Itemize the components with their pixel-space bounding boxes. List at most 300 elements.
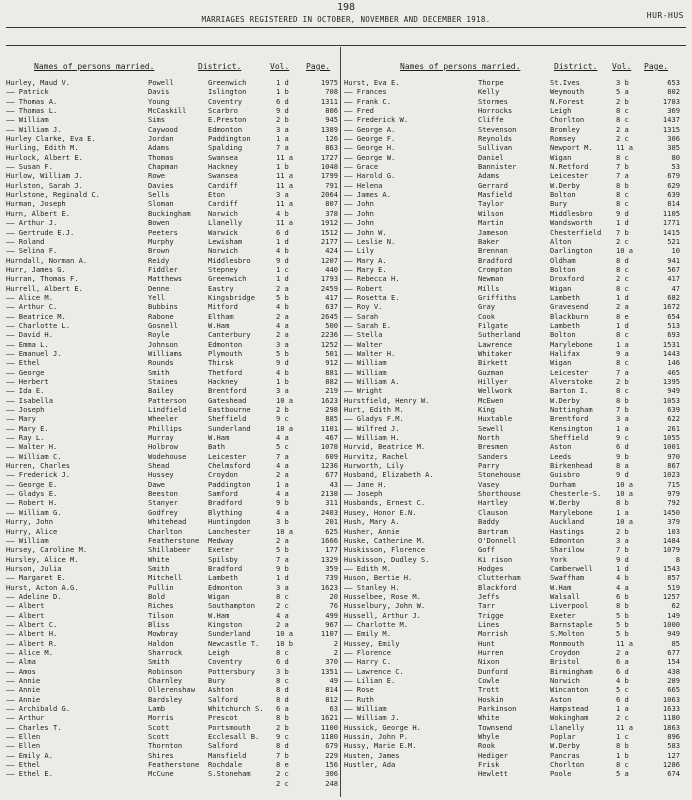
entry-name: —— Frances: [344, 87, 387, 97]
entry-page: 359: [325, 563, 338, 573]
entry-page: 1623: [320, 395, 338, 405]
entry-volume: 11 a: [616, 722, 634, 732]
entry-volume: 4 b: [276, 246, 289, 256]
entry-name: Hurlow, William J.: [6, 171, 83, 181]
entry-district: Middlesbro: [550, 208, 593, 218]
entry-name: —— Robert: [344, 283, 383, 293]
register-entry: [344, 723, 680, 732]
register-entry: [344, 414, 680, 423]
entry-volume: 11 a: [276, 171, 294, 181]
entry-volume: 7 b: [616, 405, 629, 415]
entry-volume: 1 a: [616, 339, 629, 349]
entry-name: —— George H.: [344, 143, 396, 153]
entry-page: 857: [667, 573, 680, 583]
entry-district: Liverpool: [550, 601, 589, 611]
entry-page: 154: [667, 657, 680, 667]
entry-page: 519: [667, 582, 680, 592]
entry-spouse: Wilson: [478, 208, 504, 218]
register-entry: [344, 284, 680, 293]
entry-volume: 5 b: [276, 348, 289, 358]
entry-spouse: Thorpe: [478, 78, 504, 87]
entry-name: Hurrell, Albert E.: [6, 283, 83, 293]
entry-volume: 9 d: [276, 255, 289, 265]
entry-spouse: Riches: [148, 601, 174, 611]
entry-name: Hussey, Emily: [344, 638, 400, 648]
entry-district: Leicester: [208, 451, 247, 461]
entry-district: Swansea: [208, 152, 238, 162]
register-entry: [6, 330, 342, 339]
entry-page: 417: [667, 274, 680, 284]
entry-spouse: Scott: [148, 732, 170, 742]
entry-district: Norwich: [208, 246, 238, 256]
entry-district: Bromley: [550, 124, 580, 134]
entry-district: Pancras: [550, 750, 580, 760]
entry-volume: 5 b: [616, 610, 629, 620]
register-entry: [344, 695, 680, 704]
entry-page: 802: [667, 87, 680, 97]
entry-district: Brentford: [208, 386, 247, 396]
entry-spouse: Sanders: [478, 451, 508, 461]
entry-volume: 5 b: [276, 292, 289, 302]
register-entry: [6, 461, 342, 470]
entry-district: Greenwich: [208, 78, 247, 87]
register-entry: [6, 199, 342, 208]
entry-spouse: Bannister: [478, 162, 517, 172]
entry-district: Exeter: [550, 610, 576, 620]
entry-name: Husselbury, John W.: [344, 601, 426, 611]
entry-name: —— William: [6, 115, 49, 125]
entry-volume: 8 c: [616, 760, 629, 770]
register-entry: [6, 704, 342, 713]
entry-name: Hurlston, Sarah J.: [6, 180, 83, 190]
entry-district: W.Derby: [550, 498, 580, 508]
register-entry: [6, 601, 342, 610]
entry-volume: 1 a: [616, 423, 629, 433]
entry-district: Chorlton: [550, 115, 585, 125]
register-entry: [344, 583, 680, 592]
entry-volume: 7 b: [616, 162, 629, 172]
entry-spouse: Featherstone: [148, 760, 200, 770]
entry-spouse: Baddy: [478, 517, 500, 527]
entry-volume: 8 b: [616, 498, 629, 508]
entry-volume: 4 b: [276, 367, 289, 377]
entry-name: —— Emanuel J.: [6, 348, 62, 358]
entry-page: 677: [325, 470, 338, 480]
entry-page: 1180: [662, 713, 680, 723]
entry-page: 261: [667, 423, 680, 433]
entry-volume: 2 b: [276, 405, 289, 415]
register-entry: [344, 293, 680, 302]
entry-volume: 5 a: [616, 87, 629, 97]
entry-page: 665: [667, 685, 680, 695]
entry-volume: 3 a: [616, 535, 629, 545]
entry-name: Hurvitz, Rachel: [344, 451, 409, 461]
entry-name: Hursley, Alice M.: [6, 554, 79, 564]
entry-spouse: Wheeler: [148, 414, 178, 424]
entry-district: Thirsk: [208, 358, 234, 368]
entry-name: —— Gladys E.: [6, 489, 58, 499]
entry-volume: 2 a: [276, 619, 289, 629]
entry-volume: 5 b: [616, 629, 629, 639]
register-entry: [6, 555, 342, 564]
entry-spouse: Bailey: [148, 386, 174, 396]
register-entry: [344, 452, 680, 461]
entry-page: 639: [667, 405, 680, 415]
entry-spouse: Morrish: [478, 629, 508, 639]
entry-name: —— James A.: [344, 190, 391, 200]
register-entry: [344, 732, 680, 741]
entry-volume: 10 a: [616, 479, 634, 489]
entry-name: —— Sarah: [344, 311, 379, 321]
register-entry: [344, 209, 680, 218]
entry-volume: 11 a: [616, 638, 634, 648]
entry-name: Hussy, Marie E.M.: [344, 741, 417, 751]
entry-spouse: Murphy: [148, 236, 174, 246]
entry-district: Blything: [208, 507, 243, 517]
entry-page: 521: [667, 236, 680, 246]
entry-district: Durham: [550, 479, 576, 489]
entry-spouse: Featherstone: [148, 535, 200, 545]
entry-page: 219: [325, 386, 338, 396]
entry-spouse: Brennan: [478, 246, 508, 256]
entry-district: Bolton: [550, 190, 576, 200]
entry-page: 20: [329, 591, 338, 601]
entry-name: —— Alice M.: [6, 647, 53, 657]
entry-district: W.Ham: [208, 433, 230, 443]
entry-district: Llanelly: [208, 218, 243, 228]
entry-spouse: Charlton: [148, 526, 183, 536]
register-entry: [344, 377, 680, 386]
entry-name: —— Albert: [6, 601, 45, 611]
entry-name: —— Arthur: [6, 713, 45, 723]
entry-volume: 8 d: [276, 741, 289, 751]
register-entry: [6, 293, 342, 302]
entry-spouse: Dunford: [478, 666, 508, 676]
entry-volume: 9 d: [616, 554, 629, 564]
entry-page: 1055: [662, 433, 680, 443]
entry-name: —— Patrick: [6, 87, 49, 97]
entry-district: Brentford: [550, 414, 589, 424]
entry-spouse: Hartley: [478, 498, 508, 508]
register-entry: [6, 256, 342, 265]
register-entry: [6, 779, 342, 788]
entry-spouse: Hoskin: [478, 694, 504, 704]
entry-district: Chesterle-S.: [550, 489, 602, 499]
entry-volume: 1 b: [276, 377, 289, 386]
entry-volume: 10 a: [616, 246, 634, 256]
entry-district: Paddington: [208, 134, 251, 144]
entry-name: —— Roy V.: [344, 302, 383, 312]
register-entry: [6, 573, 342, 582]
entry-page: 43: [329, 479, 338, 489]
entry-name: —— Albert C.: [6, 619, 58, 629]
heading-rule-bottom: [6, 45, 686, 46]
register-entry: [344, 115, 680, 124]
entry-page: 378: [325, 208, 338, 218]
entry-name: Hush, Mary A.: [344, 517, 400, 527]
entry-district: Southampton: [208, 601, 255, 611]
entry-name: —— Charlotte M.: [344, 619, 409, 629]
entry-name: —— Amos: [6, 666, 36, 676]
entry-page: 440: [325, 264, 338, 274]
entry-page: 1531: [662, 339, 680, 349]
register-entry: [344, 592, 680, 601]
entry-spouse: Hillyer: [478, 377, 508, 386]
register-entry: [6, 134, 342, 143]
entry-spouse: Beeston: [148, 489, 178, 499]
register-entry: [344, 181, 680, 190]
entry-spouse: McCune: [148, 769, 174, 779]
register-entry: [344, 527, 680, 536]
entry-spouse: Whyle: [478, 732, 500, 742]
entry-volume: 4 a: [276, 461, 289, 471]
entry-page: 654: [667, 311, 680, 321]
entry-volume: 2 a: [616, 647, 629, 657]
entry-name: —— Ida E.: [6, 386, 45, 396]
entry-district: Sheffield: [550, 433, 589, 443]
page-number: 198: [336, 2, 356, 13]
entry-name: —— Albert H.: [6, 629, 58, 639]
register-entry: [344, 134, 680, 143]
entry-district: Canterbury: [208, 330, 251, 340]
entry-name: —— George E.: [6, 479, 58, 489]
register-entry: [6, 527, 342, 536]
entry-name: —— Thomas A.: [6, 96, 58, 106]
entry-volume: 5 c: [616, 685, 629, 695]
register-entry: [6, 414, 342, 423]
entry-name: —— George A.: [344, 124, 396, 134]
entry-page: 177: [325, 545, 338, 555]
entry-volume: 9 a: [616, 348, 629, 358]
register-entry: [6, 312, 342, 321]
entry-page: 76: [329, 601, 338, 611]
register-entry: [344, 545, 680, 554]
entry-spouse: Lindfield: [148, 405, 187, 415]
entry-page: 1395: [662, 377, 680, 386]
entry-district: Coventry: [208, 657, 243, 667]
entry-spouse: Stonehouse: [478, 470, 521, 480]
entry-spouse: Stevenson: [478, 124, 517, 134]
entry-spouse: Lines: [478, 619, 500, 629]
entry-name: Hurn, Albert E.: [6, 208, 71, 218]
entry-volume: 7 a: [276, 143, 289, 153]
entry-district: Croydon: [208, 470, 238, 480]
entry-spouse: Hunt: [478, 638, 496, 648]
register-entry: [6, 153, 342, 162]
entry-volume: 1 c: [276, 264, 289, 274]
entry-spouse: Patterson: [148, 395, 187, 405]
entry-volume: 1 d: [276, 236, 289, 246]
entry-name: Hurlstone, Reginald C.: [6, 190, 100, 200]
entry-name: —— Charles T.: [6, 722, 62, 732]
entry-spouse: Bresmen: [478, 442, 508, 452]
entry-page: 682: [667, 292, 680, 302]
entry-page: 1252: [320, 339, 338, 349]
entry-district: Lewisham: [208, 236, 243, 246]
entry-page: 465: [667, 367, 680, 377]
entry-name: —— Susan F.: [6, 162, 53, 172]
entry-volume: 3 b: [276, 666, 289, 676]
entry-volume: 1 b: [276, 162, 289, 172]
entry-volume: 4 a: [276, 433, 289, 443]
entry-spouse: Rook: [478, 741, 496, 751]
entry-page: 149: [667, 610, 680, 620]
entry-volume: 9 b: [276, 563, 289, 573]
entry-volume: 2 c: [616, 274, 629, 284]
entry-name: —— Ellen: [6, 741, 41, 751]
entry-district: Alton: [550, 236, 572, 246]
entry-name: —— John W.: [344, 227, 387, 237]
entry-spouse: Scott: [148, 722, 170, 732]
entry-spouse: Clauson: [478, 507, 508, 517]
entry-page: 2177: [320, 236, 338, 246]
entry-spouse: O'Donnell: [478, 535, 517, 545]
entry-name: —— Frederick J.: [6, 470, 71, 480]
register-entry: [344, 433, 680, 442]
register-entry: [344, 564, 680, 573]
entry-name: —— Archibald G.: [6, 704, 71, 714]
entry-spouse: Guzman: [478, 367, 504, 377]
register-entry: [344, 106, 680, 115]
entry-spouse: Gerrard: [478, 180, 508, 190]
entry-volume: 5 b: [276, 545, 289, 555]
entry-name: Hurst, Eva E.: [344, 78, 400, 87]
register-entry: [6, 386, 342, 395]
entry-spouse: Fiddler: [148, 264, 178, 274]
entry-district: Gravesend: [550, 302, 589, 312]
entry-volume: 4 a: [276, 507, 289, 517]
entry-district: Coventry: [208, 96, 243, 106]
entry-volume: 6 d: [276, 227, 289, 237]
entry-page: 2459: [320, 283, 338, 293]
entry-volume: 8 e: [276, 760, 289, 770]
entry-spouse: Hediger: [478, 750, 508, 760]
register-entry: [344, 611, 680, 620]
entry-page: 1351: [320, 666, 338, 676]
entry-page: 1727: [320, 152, 338, 162]
entry-volume: 8 c: [616, 330, 629, 340]
entry-district: Huntingdon: [208, 517, 251, 527]
entry-page: 126: [325, 134, 338, 144]
entry-page: 1180: [320, 732, 338, 742]
entry-spouse: Caywood: [148, 124, 178, 134]
entry-volume: 1 a: [276, 134, 289, 144]
entry-volume: 8 c: [616, 152, 629, 162]
entry-district: Marylebone: [550, 507, 593, 517]
entry-page: 467: [325, 433, 338, 443]
entry-name: —— Annie: [6, 676, 41, 685]
entry-spouse: Whitehead: [148, 517, 187, 527]
right-entries: [344, 78, 680, 779]
entry-spouse: Yell: [148, 292, 166, 302]
entry-page: 146: [667, 358, 680, 368]
entry-district: E.Preston: [208, 115, 247, 125]
register-entry: [6, 667, 342, 676]
entry-name: Hurley Clarke, Eva E.: [6, 134, 96, 144]
entry-name: —— Herbert: [6, 377, 49, 386]
entry-volume: 3 a: [276, 190, 289, 200]
entry-name: Hurlock, Albert E.: [6, 152, 83, 162]
entry-spouse: Wodehouse: [148, 451, 187, 461]
entry-spouse: Pullin: [148, 582, 174, 592]
entry-volume: 9 c: [276, 414, 289, 424]
entry-spouse: Phillips: [148, 423, 183, 433]
register-entry: [344, 302, 680, 311]
entry-name: —— William C.: [6, 451, 62, 461]
register-entry: [344, 125, 680, 134]
entry-page: 1975: [320, 78, 338, 87]
entry-name: —— Roland: [6, 236, 45, 246]
register-entry: [6, 368, 342, 377]
entry-name: —— William J.: [6, 124, 62, 134]
entry-spouse: Lawrence: [478, 339, 513, 349]
entry-volume: 2 b: [616, 96, 629, 106]
entry-page: 80: [671, 152, 680, 162]
entry-name: —— George F.: [344, 134, 396, 144]
register-entry: [344, 657, 680, 666]
entry-district: Islington: [208, 87, 247, 97]
entry-volume: 8 c: [616, 106, 629, 116]
entry-spouse: North: [478, 433, 500, 443]
entry-spouse: Jordan: [148, 134, 174, 144]
entry-district: Droxford: [550, 274, 585, 284]
entry-district: Auckland: [550, 517, 585, 527]
district-header: District.: [198, 62, 242, 71]
left-entries: [6, 78, 342, 788]
entry-spouse: Stormes: [478, 96, 508, 106]
entry-name: —— Jane H.: [344, 479, 387, 489]
entry-district: Mitford: [208, 302, 238, 312]
entry-volume: 6 d: [276, 96, 289, 106]
entry-page: 1415: [662, 227, 680, 237]
entry-volume: 10 a: [276, 423, 294, 433]
entry-spouse: Taylor: [478, 199, 504, 209]
entry-district: Gateshead: [208, 395, 247, 405]
entry-district: Middlesbro: [208, 255, 251, 265]
entry-volume: 1 a: [616, 507, 629, 517]
entry-district: Thetford: [208, 367, 243, 377]
entry-volume: 8 c: [276, 676, 289, 685]
entry-district: Newcastle T.: [208, 638, 260, 648]
entry-district: Swaffham: [550, 573, 585, 583]
entry-name: —— Helena: [344, 180, 383, 190]
entry-district: Warwick: [208, 227, 238, 237]
entry-volume: 3 a: [616, 414, 629, 424]
entry-name: —— Ruth: [344, 694, 374, 704]
entry-page: 103: [667, 526, 680, 536]
entry-spouse: Rounds: [148, 358, 174, 368]
entry-page: 1236: [320, 461, 338, 471]
entry-name: —— Ellen: [6, 732, 41, 742]
entry-district: Ecclesall B.: [208, 732, 260, 742]
entry-district: Prescot: [208, 713, 238, 723]
entry-name: —— William: [344, 704, 387, 714]
entry-district: Edmonton: [208, 339, 243, 349]
entry-district: Alverstoke: [550, 377, 593, 386]
register-entry: [6, 769, 342, 778]
entry-spouse: Parkinson: [478, 704, 517, 714]
entry-district: Blackburn: [550, 311, 589, 321]
entry-district: Wincanton: [550, 685, 589, 695]
entry-name: —— Lily: [344, 246, 374, 256]
entry-name: —— Harry C.: [344, 657, 391, 667]
entry-volume: 2 c: [616, 713, 629, 723]
entry-district: Wigan: [550, 152, 572, 162]
register-entry: [344, 704, 680, 713]
register-entry: [6, 629, 342, 638]
entry-volume: 10 a: [616, 489, 634, 499]
register-entry: [6, 125, 342, 134]
